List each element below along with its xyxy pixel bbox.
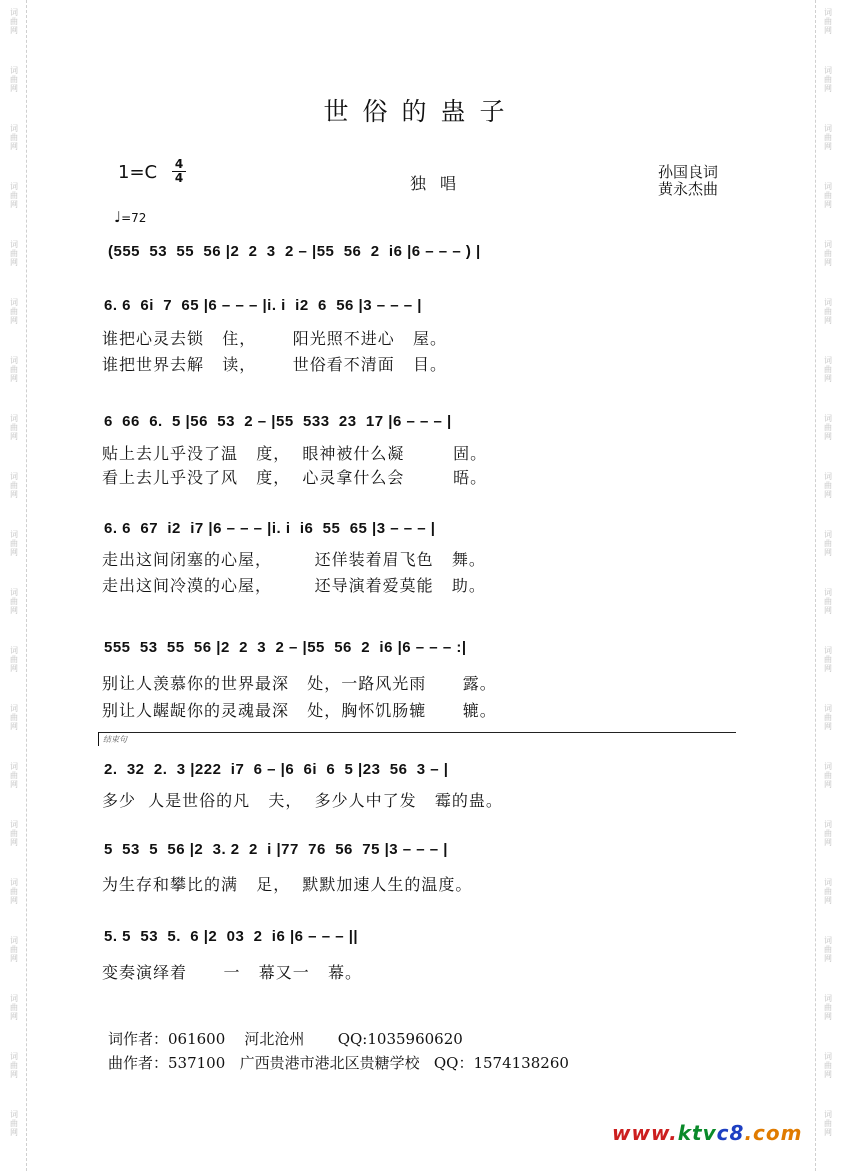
watermark-stamp: 词 曲 网	[10, 66, 18, 93]
watermark-stamp: 词 曲 网	[10, 124, 18, 151]
lyric-row-4-verse-1: 走出这间闭塞的心屋， 还佯装着眉飞色 舞。	[102, 550, 486, 569]
lyric-row-5-verse-1: 别让人羡慕你的世界最深 处，一路风光雨 露。	[102, 674, 497, 693]
watermark-stamp: 词 曲 网	[824, 298, 832, 325]
credits	[658, 164, 718, 198]
composer-contact: 曲作者：537100 广西贵港市港北区贵糖学校 QQ：1574138260	[108, 1054, 569, 1072]
watermark-stamp: 词 曲 网	[10, 994, 18, 1021]
site-logo	[612, 1121, 802, 1145]
notation-row-8: 5. 5 53 5. 6 |2 03 2 i6 |6 – – – ||	[104, 928, 359, 945]
watermark-stamp: 词 曲 网	[10, 1052, 18, 1079]
notation-row-6: 2. 32 2. 3 |222 i7 6 – |6 6i 6 5 |23 56 3 – |	[104, 761, 449, 778]
notation-row-5: 555 53 55 56 |2 2 3 2 – |55 56 2 i6 |6 – – – :|	[104, 639, 467, 656]
watermark-stamp: 词 曲 网	[10, 1110, 18, 1137]
watermark-stamp: 词 曲 网	[824, 936, 832, 963]
quarter-note-icon: ♩	[114, 208, 122, 226]
watermark-stamp: 词 曲 网	[824, 820, 832, 847]
ending-bracket-line	[98, 732, 736, 733]
lyric-row-3-verse-1: 贴上去儿乎没了温 度， 眼神被什么凝 固。	[102, 444, 488, 463]
logo-part-1: www.	[612, 1121, 678, 1145]
logo-part-4: .com	[744, 1121, 803, 1145]
watermark-stamp: 词 曲 网	[824, 240, 832, 267]
watermark-stamp: 词 曲 网	[824, 356, 832, 383]
time-signature-bottom: 4	[172, 171, 186, 185]
time-signature	[172, 158, 186, 185]
ending-bracket-left	[98, 732, 99, 746]
watermark-stamp: 词 曲 网	[10, 530, 18, 557]
logo-part-3: c8	[716, 1121, 745, 1145]
notation-row-1: (555 53 55 56 |2 2 3 2 – |55 56 2 i6 |6 – – – ) |	[108, 243, 481, 260]
logo-part-2: ktv	[677, 1121, 717, 1145]
lyricist-contact: 词作者：061600 河北沧州 QQ:1035960620	[108, 1030, 463, 1048]
watermark-stamp: 词 曲 网	[10, 298, 18, 325]
ending-label: 结束句	[103, 735, 127, 744]
watermark-stamp: 词 曲 网	[824, 704, 832, 731]
watermark-stamp: 词 曲 网	[10, 646, 18, 673]
notation-row-7: 5 53 5 56 |2 3. 2 2 i |77 76 56 75 |3 – – – |	[104, 841, 449, 858]
watermark-stamp: 词 曲 网	[10, 356, 18, 383]
watermark-stamp: 词 曲 网	[10, 878, 18, 905]
composer-credit: 黄永杰曲	[658, 180, 719, 198]
lyric-row-4-verse-2: 走出这间冷漠的心屋， 还导演着爱莫能 助。	[102, 576, 486, 595]
watermark-stamp: 词 曲 网	[10, 762, 18, 789]
notation-row-3: 6 66 6. 5 |56 53 2 – |55 533 23 17 |6 – – – |	[104, 413, 452, 430]
lyricist-credit: 孙国良词	[658, 163, 719, 181]
watermark-stamp: 词 曲 网	[824, 1110, 832, 1137]
watermark-stamp: 词 曲 网	[824, 878, 832, 905]
lyric-row-8: 变奏演绎着 一 幕又一 幕。	[102, 963, 363, 982]
watermark-stamp: 词 曲 网	[10, 936, 18, 963]
watermark-stamp: 词 曲 网	[10, 414, 18, 441]
watermark-stamp: 词 曲 网	[10, 588, 18, 615]
watermark-stamp: 词 曲 网	[10, 182, 18, 209]
watermark-stamp: 词 曲 网	[10, 472, 18, 499]
watermark-stamp: 词 曲 网	[10, 8, 18, 35]
watermark-stamp: 词 曲 网	[824, 472, 832, 499]
watermark-stamp: 词 曲 网	[824, 994, 832, 1021]
watermark-stamp: 词 曲 网	[824, 1052, 832, 1079]
watermark-stamp: 词 曲 网	[824, 762, 832, 789]
notation-row-2: 6. 6 6i 7 65 |6 – – – |i. i i2 6 56 |3 – – – |	[104, 297, 422, 314]
watermark-stamp: 词 曲 网	[824, 588, 832, 615]
performance-style: 独唱	[410, 174, 471, 193]
lyric-row-5-verse-2: 别让人龌龊你的灵魂最深 处，胸怀饥肠辘 辘。	[102, 701, 497, 720]
key-signature: 1=C	[118, 162, 158, 183]
watermark-stamp: 词 曲 网	[824, 530, 832, 557]
watermark-stamp: 词 曲 网	[824, 124, 832, 151]
lyric-row-3-verse-2: 看上去儿乎没了风 度， 心灵拿什么会 晤。	[102, 468, 488, 487]
watermark-stamp: 词 曲 网	[824, 8, 832, 35]
lyric-row-2-verse-2: 谁把世界去解 读， 世俗看不清面 目。	[102, 355, 448, 374]
notation-row-4: 6. 6 67 i2 i7 |6 – – – |i. i i6 55 65 |3 – – – |	[104, 520, 436, 537]
watermark-stamp: 词 曲 网	[10, 240, 18, 267]
song-title: 世俗的蛊子	[323, 97, 519, 126]
lyric-row-6: 多少 人是世俗的凡 夫， 多少人中了发 霉的蛊。	[102, 791, 503, 810]
tempo-marking	[114, 208, 146, 226]
watermark-stamp: 词 曲 网	[824, 414, 832, 441]
lyric-row-7: 为生存和攀比的满 足， 默默加速人生的温度。	[102, 875, 473, 894]
tempo-value: =72	[121, 211, 147, 225]
watermark-stamp: 词 曲 网	[824, 182, 832, 209]
left-watermark-strip	[2, 0, 26, 1171]
watermark-stamp: 词 曲 网	[10, 820, 18, 847]
watermark-stamp: 词 曲 网	[10, 704, 18, 731]
lyric-row-2-verse-1: 谁把心灵去锁 住， 阳光照不进心 屋。	[102, 329, 448, 348]
watermark-stamp: 词 曲 网	[824, 646, 832, 673]
watermark-stamp: 词 曲 网	[824, 66, 832, 93]
time-signature-top: 4	[174, 157, 184, 171]
left-dashed-margin	[26, 0, 27, 1171]
right-watermark-strip	[816, 0, 840, 1171]
